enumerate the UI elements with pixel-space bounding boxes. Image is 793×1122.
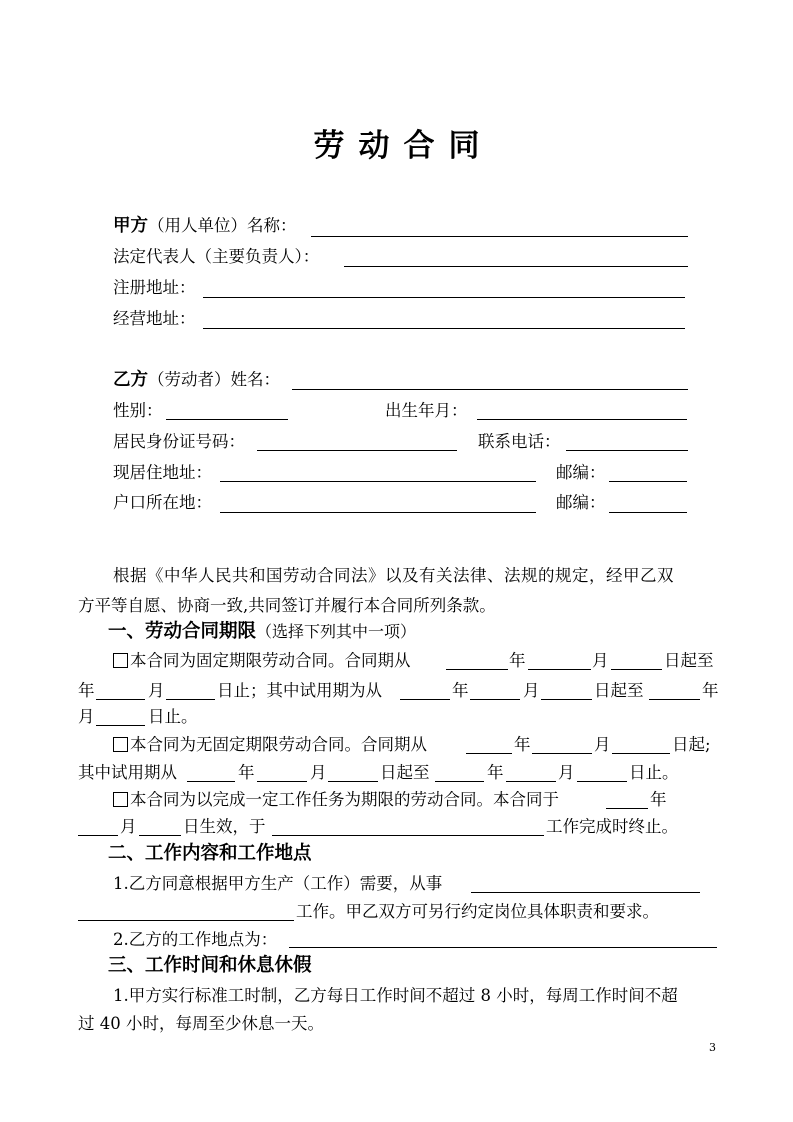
party-a-label: 甲方 [113, 216, 148, 236]
ri-qi-zhi: 日起至 [380, 763, 430, 782]
option2-text: 本合同为无固定期限劳动合同。合同期从 [130, 735, 427, 754]
nian: 年 [514, 735, 531, 754]
hukou-label: 户口所在地： [113, 493, 212, 512]
legal-rep-label: 法定代表人（主要负责人）： [113, 247, 320, 266]
opt3-month-field[interactable] [78, 835, 118, 836]
opt2-trial-end-year-field[interactable] [435, 781, 484, 782]
work-location-field[interactable] [289, 947, 717, 948]
yue: 月 [310, 763, 327, 782]
birth-label: 出生年月： [385, 401, 468, 420]
nian: 年 [452, 681, 469, 700]
opt1-trial-start-month-field[interactable] [470, 699, 520, 700]
postcode-field[interactable] [609, 481, 687, 482]
section2-item2: 2.乙方的工作地点为： [113, 930, 278, 949]
id-no-field[interactable] [257, 450, 457, 451]
section3-heading: 三、工作时间和休息休假 [108, 955, 312, 976]
opt1-end-month-field[interactable] [96, 699, 145, 700]
opt3-task-field[interactable] [272, 835, 544, 836]
opt1-trial-start-day-field[interactable] [541, 699, 592, 700]
preamble-line2: 方平等自愿、协商一致,共同签订并履行本合同所列条款。 [78, 596, 496, 615]
option1-text: 本合同为固定期限劳动合同。合同期从 [130, 651, 411, 670]
section2-item1b: 工作。甲乙双方可另行约定岗位具体职责和要求。 [296, 902, 659, 921]
opt1-end-day-field[interactable] [166, 699, 215, 700]
section2-item1a: 1.乙方同意根据甲方生产（工作）需要，从事 [113, 874, 443, 893]
opt1-start-day-field[interactable] [611, 669, 662, 670]
opt3-day-field[interactable] [139, 835, 181, 836]
party-a-name-field[interactable] [311, 236, 688, 237]
yue: 月 [558, 763, 575, 782]
postcode2-field[interactable] [609, 512, 687, 513]
phone-label: 联系电话： [478, 432, 561, 451]
opt1-trial-end-month-field[interactable] [96, 725, 145, 726]
nian: 年 [487, 763, 504, 782]
nian: 年 [78, 681, 95, 700]
ri-zhi: 日止。 [629, 763, 679, 782]
reg-addr-field[interactable] [203, 297, 685, 298]
party-b-label: 乙方 [113, 370, 148, 390]
opt3-year-field[interactable] [606, 808, 648, 809]
party-a-label-rest: （用人单位）名称： [148, 216, 297, 235]
option3-line1 [113, 789, 559, 811]
yue: 月 [120, 817, 137, 836]
gender-field[interactable] [166, 419, 288, 420]
yue: 月 [78, 707, 95, 726]
section3-item1a: 1.甲方实行标准工时制，乙方每日工作时间不超过 8 小时，每周工作时间不超 [113, 986, 678, 1005]
op-addr-label: 经营地址： [113, 309, 196, 328]
reg-addr-label: 注册地址： [113, 278, 196, 297]
ri-zhi: 日止。 [148, 707, 198, 726]
opt1-start-year-field[interactable] [446, 669, 508, 670]
option1-line1 [113, 650, 411, 672]
opt1-trial-start-year-field[interactable] [400, 699, 450, 700]
opt2-trial-end-month-field[interactable] [506, 781, 556, 782]
option3-text: 本合同为以完成一定工作任务为期限的劳动合同。本合同于 [130, 790, 559, 809]
opt2-start-month-field[interactable] [532, 753, 592, 754]
party-b-label-rest: （劳动者）姓名： [148, 370, 280, 389]
opt2-start-day-field[interactable] [612, 753, 670, 754]
hukou-field[interactable] [220, 512, 536, 513]
preamble-line1: 根据《中华人民共和国劳动合同法》以及有关法律、法规的规定，经甲乙双 [113, 566, 674, 585]
opt2-start-year-field[interactable] [466, 753, 512, 754]
phone-field[interactable] [566, 450, 688, 451]
option3-checkbox[interactable] [113, 792, 128, 807]
legal-rep-field[interactable] [344, 266, 688, 267]
gender-label: 性别： [113, 401, 163, 420]
birth-field[interactable] [477, 419, 687, 420]
party-b-name-field[interactable] [292, 389, 688, 390]
option2-checkbox[interactable] [113, 737, 128, 752]
ri-zhi-semi: 日止；其中试用期为从 [217, 681, 382, 700]
party-b-name-label [113, 369, 280, 391]
opt2-trial-label: 其中试用期从 [78, 763, 177, 782]
job-field-cont[interactable] [78, 920, 294, 921]
nian: 年 [238, 763, 255, 782]
yue: 月 [592, 651, 609, 670]
yue: 月 [148, 681, 165, 700]
address-field[interactable] [220, 481, 536, 482]
nian: 年 [650, 790, 667, 809]
party-a-name-label [113, 215, 297, 237]
ri-qi-zhi: 日起至 [664, 651, 714, 670]
section2-heading: 二、工作内容和工作地点 [108, 843, 312, 864]
opt2-trial-end-day-field[interactable] [577, 781, 627, 782]
job-field[interactable] [471, 892, 700, 893]
option2-line1 [113, 734, 427, 756]
document-title: 劳动合同 [313, 128, 494, 164]
section1-heading-text: 一、劳动合同期限 [108, 621, 257, 642]
opt1-trial-end-year-field[interactable] [649, 699, 700, 700]
address-label: 现居住地址： [113, 463, 212, 482]
section3-item1b: 过 40 小时，每周至少休息一天。 [78, 1014, 324, 1033]
yue: 月 [594, 735, 611, 754]
yue: 月 [523, 681, 540, 700]
op-addr-field[interactable] [203, 328, 685, 329]
opt3-effect-text: 日生效，于 [183, 817, 266, 836]
opt2-trial-start-year-field[interactable] [187, 781, 235, 782]
nian: 年 [509, 651, 526, 670]
postcode2-label: 邮编： [556, 493, 606, 512]
section1-heading [108, 620, 416, 644]
opt2-trial-start-month-field[interactable] [257, 781, 307, 782]
id-no-label: 居民身份证号码： [113, 432, 245, 451]
nian: 年 [702, 681, 719, 700]
opt1-start-month-field[interactable] [528, 669, 591, 670]
section1-note: （选择下列其中一项） [256, 622, 417, 641]
postcode-label: 邮编： [556, 463, 606, 482]
option1-checkbox[interactable] [113, 653, 128, 668]
opt2-trial-start-day-field[interactable] [328, 781, 378, 782]
opt3-end-text: 工作完成时终止。 [546, 817, 678, 836]
page-number: 3 [709, 1041, 716, 1054]
ri-qi-semi: 日起; [672, 735, 711, 754]
ri-qi-zhi: 日起至 [594, 681, 644, 700]
